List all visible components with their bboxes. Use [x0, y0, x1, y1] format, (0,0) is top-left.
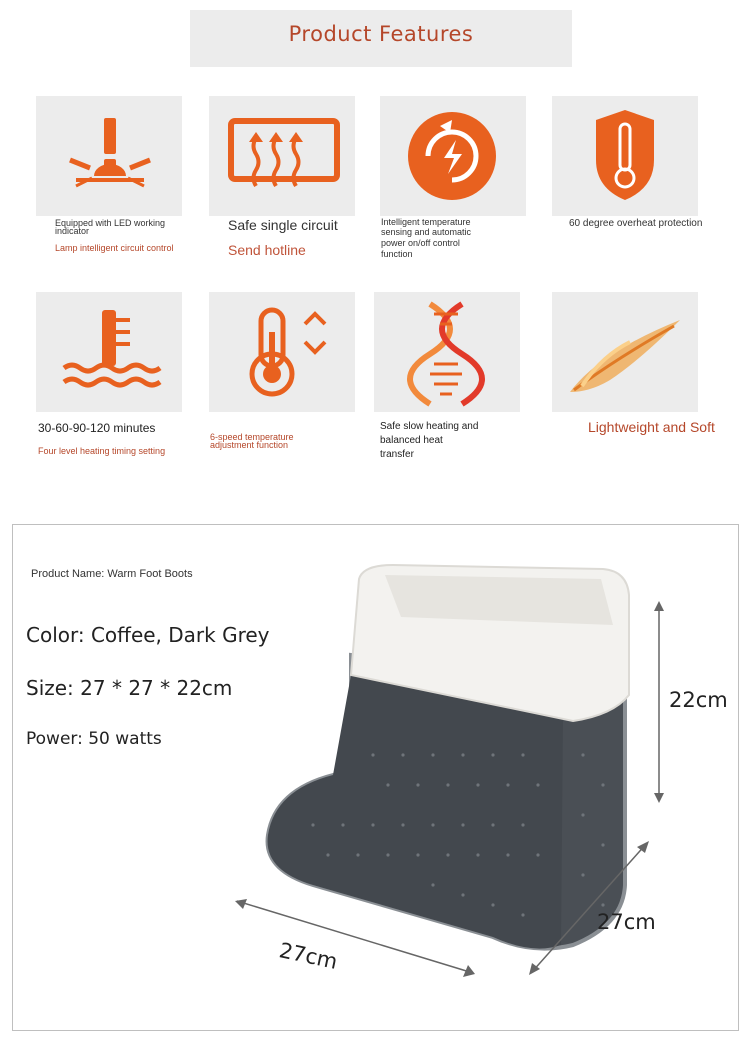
feature-temperature-text-2: adjustment function: [210, 440, 289, 450]
feature-tile-heating: [374, 292, 520, 412]
feature-tile-soft: [552, 292, 698, 412]
feature-tile-circuit: [209, 96, 355, 216]
feature-circuit-label: Safe single circuit: [228, 217, 338, 233]
feature-sensing-text-2: sensing and automatic: [381, 227, 472, 237]
product-panel: [12, 524, 739, 1031]
depth-dimension-label: 27cm: [597, 910, 656, 934]
water-level-timer-icon: [36, 292, 182, 412]
feature-tile-sensing: [380, 96, 526, 216]
product-name: Product Name: Warm Foot Boots: [31, 568, 193, 580]
product-power: Power: 50 watts: [26, 729, 162, 749]
feature-sensing-text-4: function: [381, 249, 413, 259]
product-color: Color: Coffee, Dark Grey: [26, 623, 270, 647]
feature-led-sub: Lamp intelligent circuit control: [55, 243, 174, 253]
section-title-box: [190, 10, 572, 67]
feature-timer-label: 30-60-90-120 minutes: [38, 421, 156, 435]
feature-led-text-2: indicator: [55, 226, 90, 236]
thermometer-adjust-icon: [209, 292, 355, 412]
feature-sensing-text-1: Intelligent temperature: [381, 217, 471, 227]
feature-tile-overheat: [552, 96, 698, 216]
feature-led-text-1: Equipped with LED working: [55, 218, 166, 228]
product-size: Size: 27 * 27 * 22cm: [26, 676, 233, 700]
feature-temperature-text-1: 6-speed temperature: [210, 432, 294, 442]
feature-timer-sub: Four level heating timing setting: [38, 446, 166, 456]
feather-icon: [552, 292, 698, 412]
feature-heating-text-3: transfer: [380, 449, 414, 460]
power-cycle-icon: [380, 96, 526, 216]
feature-circuit-sub: Send hotline: [228, 242, 306, 258]
heating-circuit-icon: [209, 96, 355, 216]
feature-soft-label: Lightweight and Soft: [588, 419, 715, 435]
section-title: Product Features: [288, 22, 474, 46]
feature-heating-text-2: balanced heat: [380, 435, 443, 446]
feature-overheat-label: 60 degree overheat protection: [569, 218, 703, 229]
feature-heating-text-1: Safe slow heating and: [380, 421, 479, 432]
dna-helix-icon: [374, 292, 520, 412]
feature-tile-temperature: [209, 292, 355, 412]
thermometer-shield-icon: [552, 96, 698, 216]
feature-tile-led: [36, 96, 182, 216]
height-dimension-label: 22cm: [669, 688, 728, 712]
foot-boot-illustration: [13, 525, 740, 1032]
feature-sensing-text-3: power on/off control: [381, 238, 460, 248]
width-dimension-label: 27cm: [277, 938, 340, 974]
feature-tile-timer: [36, 292, 182, 412]
alarm-lamp-icon: [36, 96, 182, 216]
